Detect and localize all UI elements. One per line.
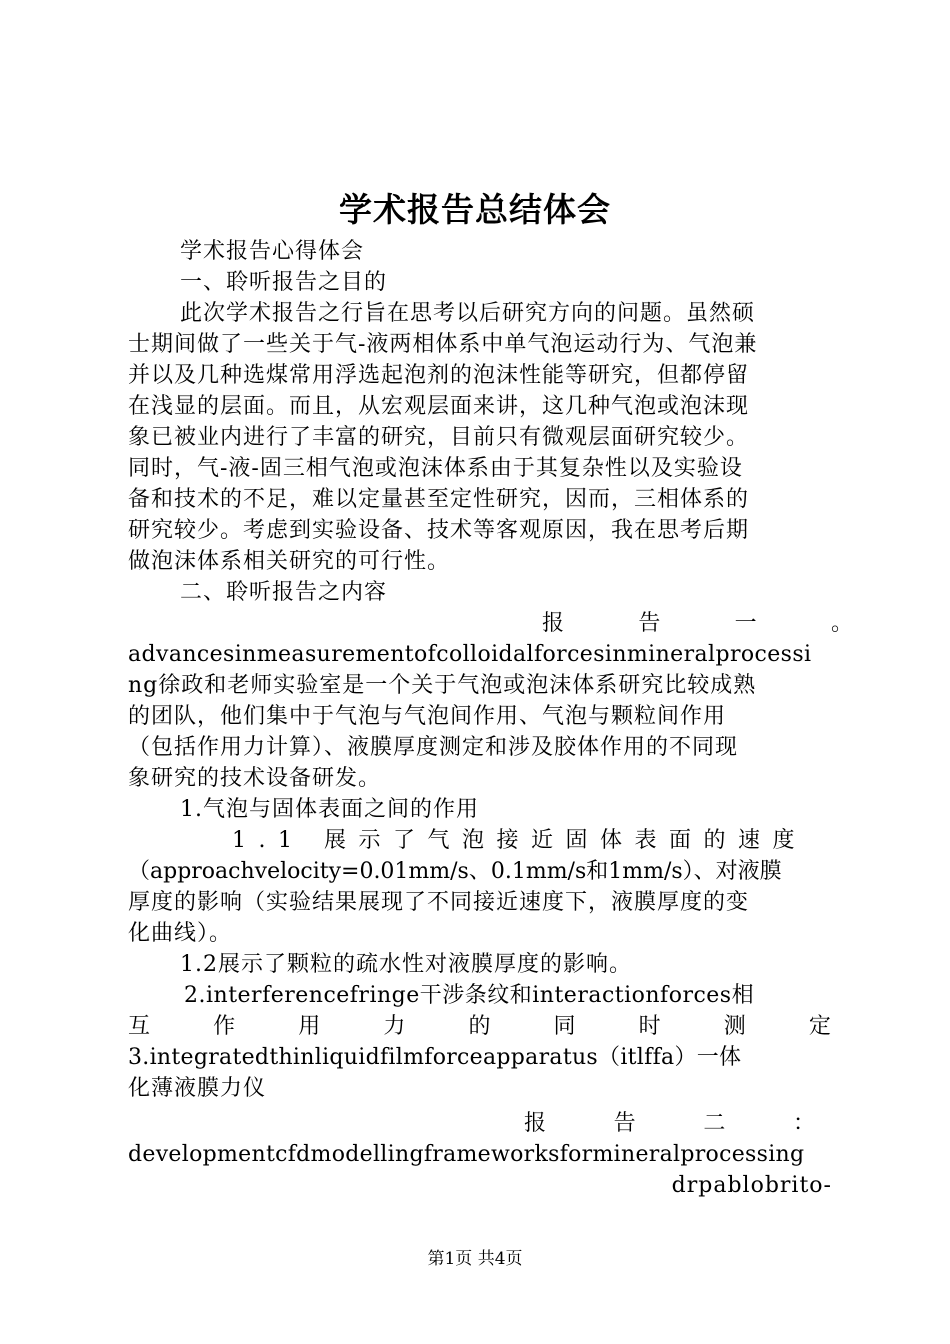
justified-char: 互 xyxy=(128,1014,152,1039)
report-one-char: 。 xyxy=(830,611,854,636)
paragraph-line: 化薄液膜力仪 xyxy=(128,1076,267,1101)
report-one-char: 一 xyxy=(734,611,758,636)
list-item-1-2: 1.2展示了颗粒的疏水性对液膜厚度的影响。 xyxy=(180,952,632,977)
paragraph-line: 同时，气-液-固三相气泡或泡沫体系由于其复杂性以及实验设 xyxy=(128,456,743,481)
justified-char: 的 xyxy=(468,1014,492,1039)
report-two-title: developmentcfdmodellingframeworksformineralprocessing xyxy=(128,1142,805,1167)
report-one-char: 告 xyxy=(638,611,662,636)
list-item-1-1: 1.1 展示了气泡接近固体表面的速度 xyxy=(232,828,807,853)
paragraph-line: 士期间做了一些关于气-液两相体系中单气泡运动行为、气泡兼 xyxy=(128,332,758,357)
paragraph-line: ng徐政和老师实验室是一个关于气泡或泡沫体系研究比较成熟 xyxy=(128,673,757,698)
paragraph-line: （包括作用力计算）、液膜厚度测定和涉及胶体作用的不同现 xyxy=(128,735,739,760)
paragraph-line: （approachvelocity=0.01mm/s、0.1mm/s和1mm/s）、对液膜 xyxy=(128,859,782,884)
document-body xyxy=(128,236,854,1201)
list-item-1: 1.气泡与固体表面之间的作用 xyxy=(180,797,479,822)
paragraph-line: 的团队，他们集中于气泡与气泡间作用、气泡与颗粒间作用 xyxy=(128,704,727,729)
paragraph-line: 在浅显的层面。而且，从宏观层面来讲，这几种气泡或泡沫现 xyxy=(128,394,750,419)
justified-char: 时 xyxy=(638,1014,662,1039)
paragraph-line: 此次学术报告之行旨在思考以后研究方向的问题。虽然硕 xyxy=(180,301,756,326)
report-two-char: ： xyxy=(792,1111,816,1136)
report-one-title: advancesinmeasurementofcolloidalforcesinmineralprocessi xyxy=(128,642,812,667)
paragraph-line: 并以及几种选煤常用浮选起泡剂的泡沫性能等研究，但都停留 xyxy=(128,363,750,388)
list-item-3: 3.integratedthinliquidfilmforceapparatus（itlffa）一体 xyxy=(128,1045,742,1070)
justified-char: 定 xyxy=(808,1014,832,1039)
justified-char: 同 xyxy=(553,1014,577,1039)
report-one-heading xyxy=(128,608,854,639)
justified-char: 测 xyxy=(723,1014,747,1039)
justified-char: 用 xyxy=(298,1014,322,1039)
section-heading-2: 二、聆听报告之内容 xyxy=(180,580,388,605)
paragraph-line: 备和技术的不足，难以定量甚至定性研究，因而，三相体系的 xyxy=(128,487,750,512)
subtitle-line: 学术报告心得体会 xyxy=(180,239,365,264)
justified-char: 作 xyxy=(213,1014,237,1039)
paragraph-line: 象研究的技术设备研发。 xyxy=(128,766,382,791)
report-two-char: 告 xyxy=(613,1111,637,1136)
section-heading-1: 一、聆听报告之目的 xyxy=(180,270,388,295)
report-one-char: 报 xyxy=(542,611,566,636)
paragraph-line: 化曲线）。 xyxy=(128,921,233,946)
page-footer: 第1页 共4页 xyxy=(427,1249,523,1269)
paragraph-line: 象已被业内进行了丰富的研究，目前只有微观层面研究较少。 xyxy=(128,425,750,450)
report-two-char: 二 xyxy=(703,1111,727,1136)
paragraph-line: 做泡沫体系相关研究的可行性。 xyxy=(128,549,451,574)
report-two-heading xyxy=(128,1108,816,1139)
presenter-name: drpablobrito- xyxy=(671,1173,832,1198)
report-two-char: 报 xyxy=(524,1111,548,1136)
paragraph-line: 厚度的影响（实验结果展现了不同接近速度下，液膜厚度的变 xyxy=(128,890,750,915)
page-title: 学术报告总结体会 xyxy=(339,190,611,229)
list-item-2: 2.interferencefringe干涉条纹和interactionforces相 xyxy=(184,983,755,1008)
paragraph-line: 研究较少。考虑到实验设备、技术等客观原因，我在思考后期 xyxy=(128,518,750,543)
justified-char: 力 xyxy=(383,1014,407,1039)
justified-line xyxy=(128,1011,832,1042)
